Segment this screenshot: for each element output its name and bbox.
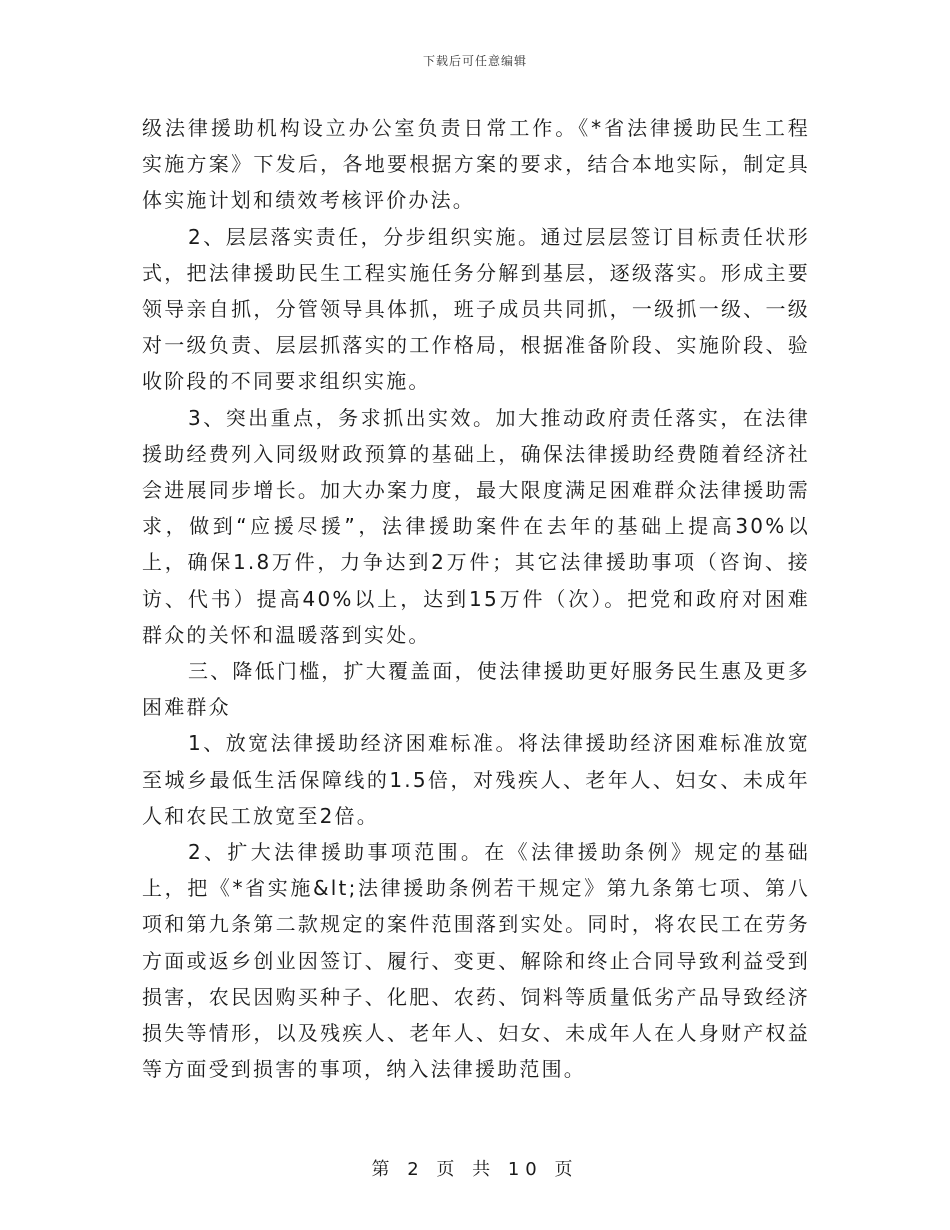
paragraph-1: 级法律援助机构设立办公室负责日常工作。《*省法律援助民生工程实施方案》下发后，各地要根据方案的要求，结合本地实际，制定具体实施计划和绩效考核评价办法。 <box>142 116 810 213</box>
paragraph-5: 2、扩大法律援助事项范围。在《法律援助条例》规定的基础上，把《*省实施&lt;法律援助条例若干规定》第九条第七项、第八项和第九条第二款规定的案件范围落到实处。同时，将农民工在劳务方面或返乡创业因签订、履行、变更、解除和终止合同导致利益受到损害，农民因购买种子、化肥、农药、饲料等质量低劣产品导致经济损失等情形，以及残疾人、老年人、妇女、未成年人在人身财产权益等方面受到损害的事项，纳入法律援助范围。 <box>142 840 810 1082</box>
page-header-note: 下载后可任意编辑 <box>422 54 527 68</box>
paragraph-3: 3、突出重点，务求抓出实效。加大推动政府责任落实，在法律援助经费列入同级财政预算的基础上，确保法律援助经费随着经济社会进展同步增长。加大办案力度，最大限度满足困难群众法律援助需求，做到“应援尽援”，法律援助案件在去年的基础上提高30%以上，确保1.8万件，力争达到2万件；其它法律援助事项（咨询、接访、代书）提高40%以上，达到15万件（次）。把党和政府对困难群众的关怀和温暖落到实处。 <box>142 405 810 647</box>
paragraph-4: 1、放宽法律援助经济困难标准。将法律援助经济困难标准放宽至城乡最低生活保障线的1.5倍，对残疾人、老年人、妇女、未成年人和农民工放宽至2倍。 <box>142 731 810 828</box>
paragraph-2: 2、层层落实责任，分步组织实施。通过层层签订目标责任状形式，把法律援助民生工程实施任务分解到基层，逐级落实。形成主要领导亲自抓，分管领导具体抓，班子成员共同抓，一级抓一级、一级对一级负责、层层抓落实的工作格局，根据准备阶段、实施阶段、验收阶段的不同要求组织实施。 <box>142 224 810 394</box>
page-number: 第 2 页 共 10 页 <box>371 1159 579 1180</box>
section-heading-3: 三、降低门槛，扩大覆盖面，使法律援助更好服务民生惠及更多困难群众 <box>142 659 810 720</box>
document-body <box>142 110 810 1087</box>
